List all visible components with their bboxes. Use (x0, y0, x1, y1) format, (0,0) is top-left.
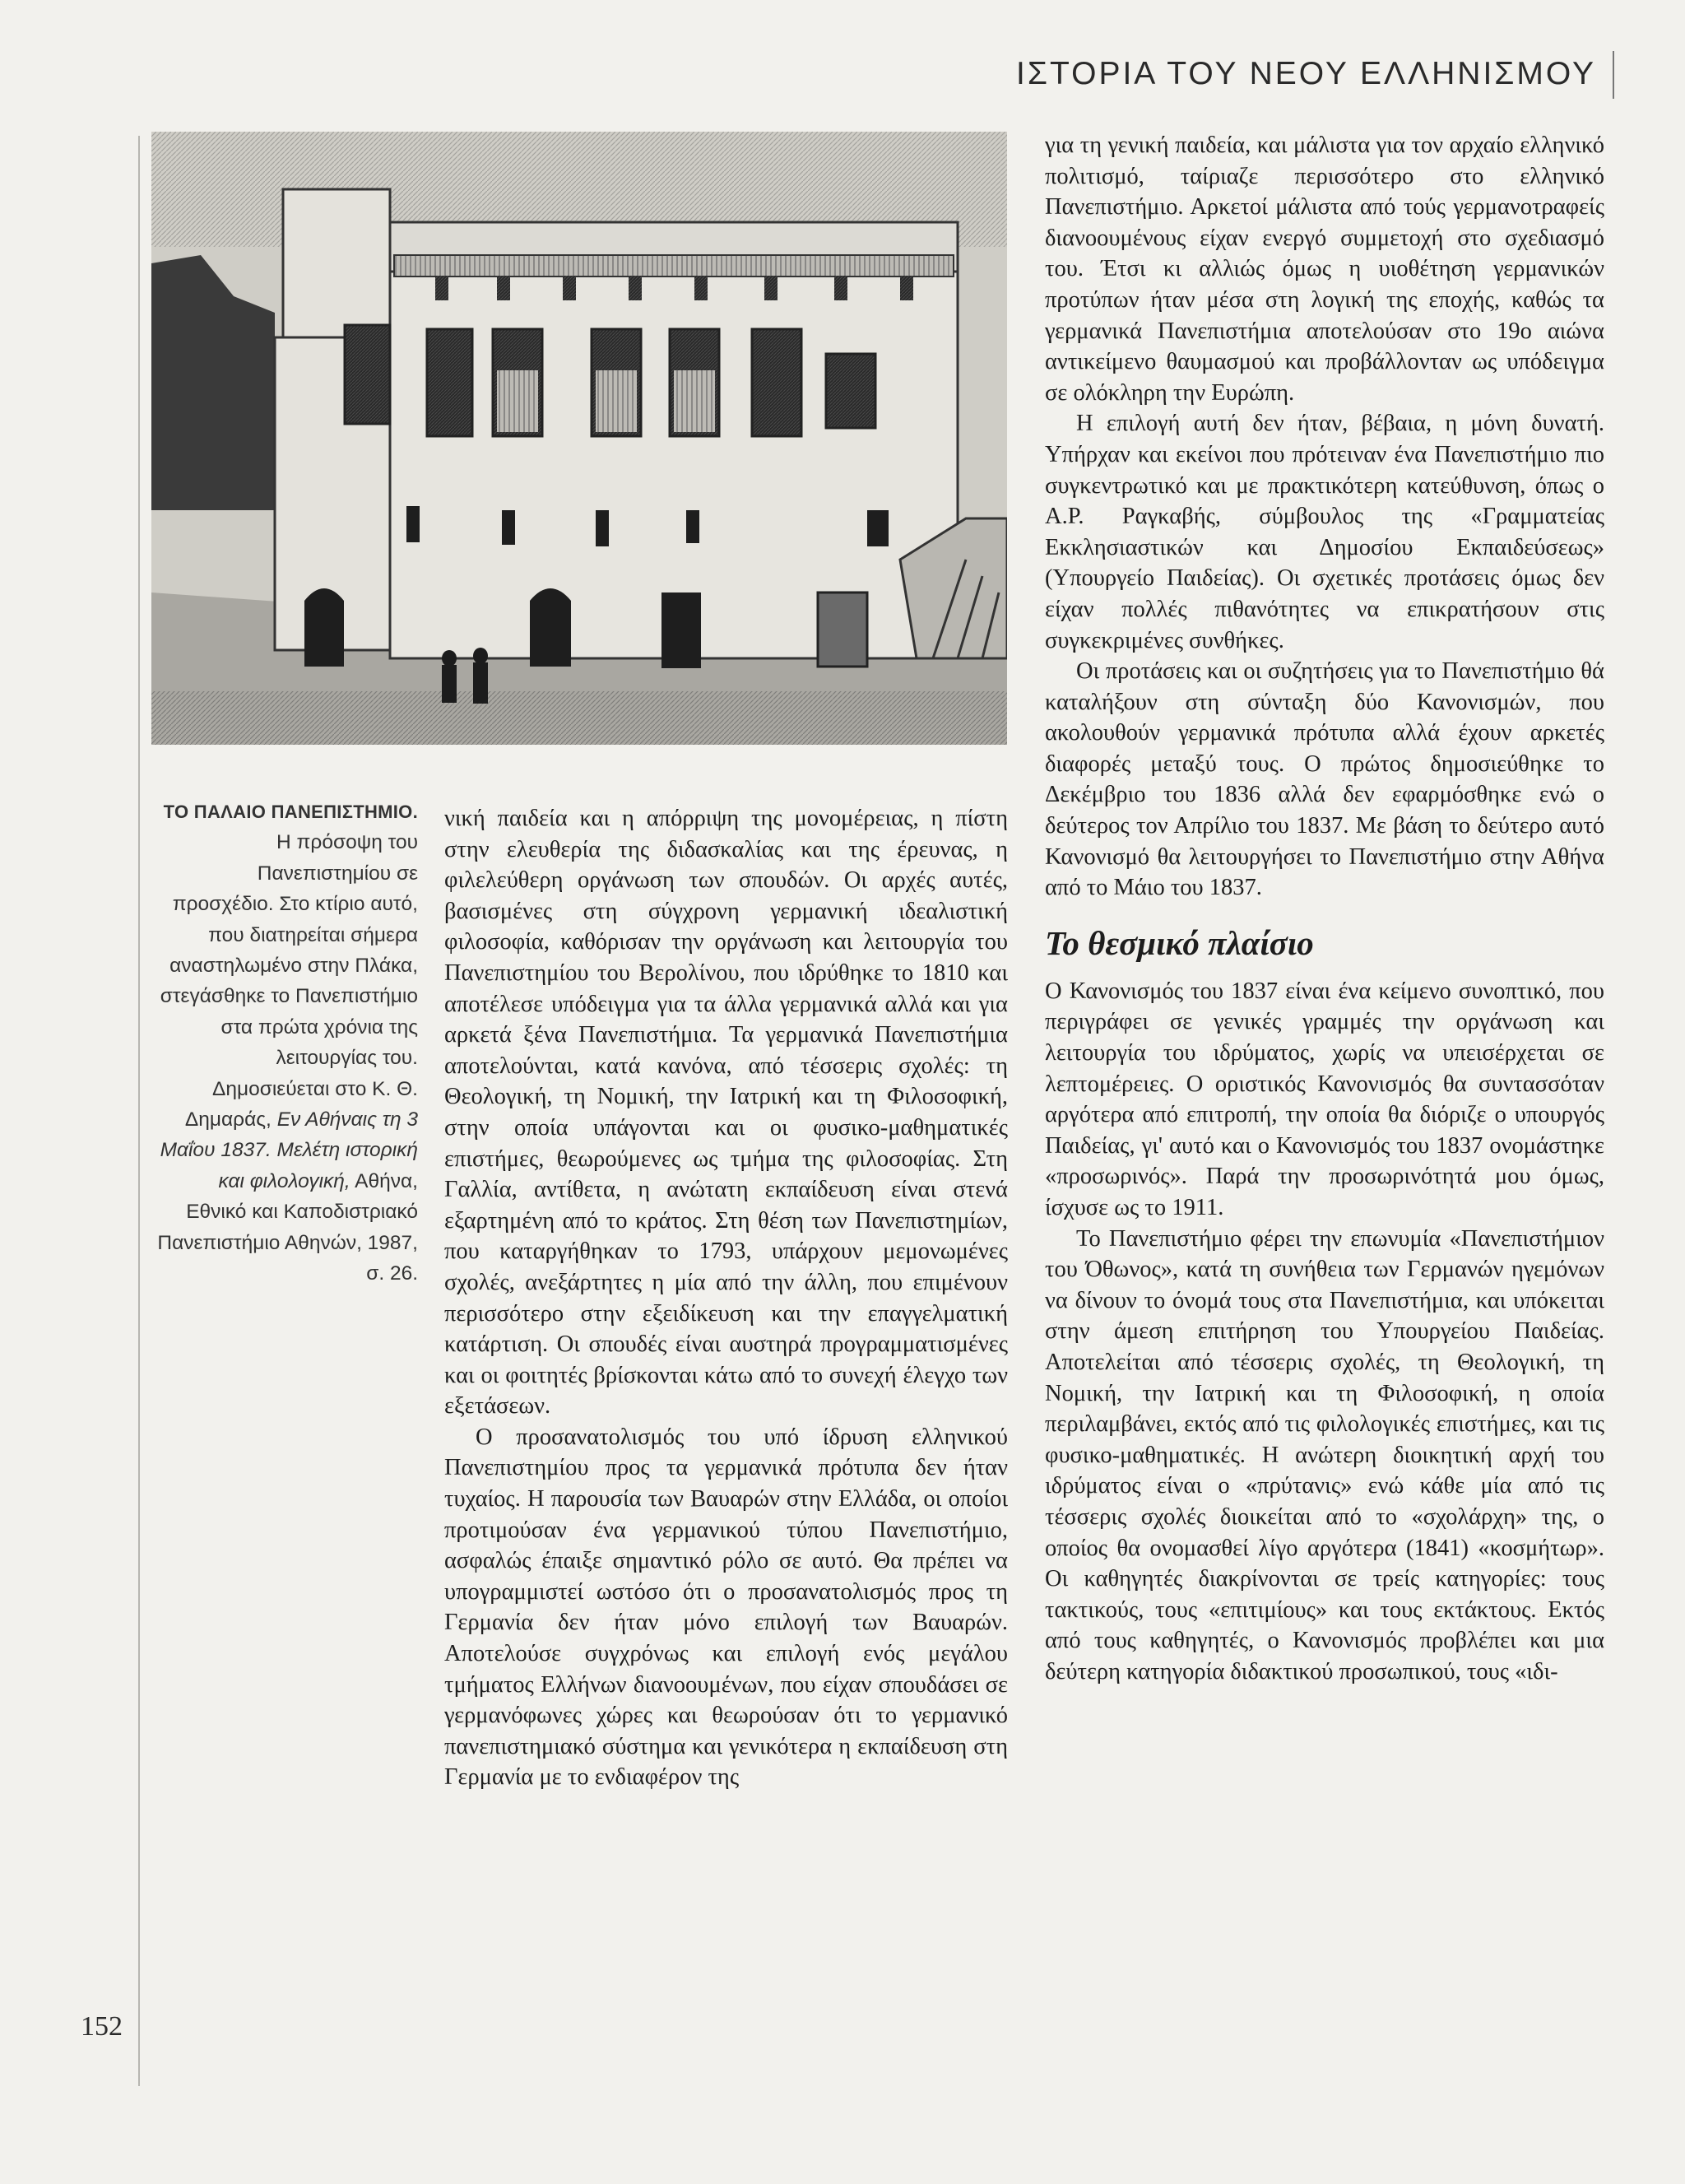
paragraph: Το Πανεπιστήμιο φέρει την επωνυμία «Πανεπιστήμιον του Όθωνος», κατά τη συνήθεια των Γερμανών ηγεμόνων να δίνουν το όνομά τους στα Πανεπιστήμια, και υπόκειται στην άμεση επιτήρηση του Υπουργείου Παιδείας. Αποτελείται από τέσσερις σχολές, τη Θεολογική, τη Νομική, την Ιατρική και τη Φιλοσοφική, η οποία περιλαμβάνει, εκτός από τις φιλολογικές επιστήμες, και τις φυσικο-μαθηματικές. Η ανώτερη διοικητική αρχή του ιδρύματος είναι ο «πρύτανις» ενώ κάθε μία από τις τέσσερις σχολές διοικείται από το «σχολάρχη» της, ο οποίος θα ονομασθεί λίγο αργότερα (1841) «κοσμήτωρ». Οι καθηγητές διακρίνονται σε τρείς κατηγορίες: τους τακτικούς, τους «επιτιμίους» και τους εκτάκτους. Εκτός από τους καθηγητές, ο Κανονισμός προβλέπει και μια δεύτερη κατηγορία διδακτικού προσωπικού, τους «ιδι- (1045, 1225, 1604, 1684)
margin-rule (138, 136, 140, 2086)
section-heading: Το θεσμικό πλαίσιο (1045, 923, 1314, 962)
page-number: 152 (81, 2011, 123, 2042)
paragraph: για τη γενική παιδεία, και μάλιστα για τον αρχαίο ελληνικό πολιτισμό, ταίριαζε περισσότερο στο ελληνικό Πανεπιστήμιο. Αρκετοί μάλιστα από τούς γερμανοτραφείς διανοουμένους είχαν ενεργό συμμετοχή στο σχεδιασμό του. Έτσι κι αλλιώς όμως η υιοθέτηση γερμανικών προτύπων ήταν μέσα στη λογική της εποχής, καθώς τα γερμανικά Πανεπιστήμια αποτελούσαν στο 19ο αιώνα αντικείμενο θαυμασμού και προβάλλονταν ως υπόδειγμα σε ολόκληρη την Ευρώπη. (1045, 132, 1604, 406)
paragraph: Ο Κανονισμός του 1837 είναι ένα κείμενο συνοπτικό, που περιγράφει σε γενικές γραμμές την οργάνωση και λειτουργία του ιδρύματος, χωρίς να υπεισέρχεται σε λεπτομέρειες. Ο οριστικός Κανονισμός θα συντασσόταν αργότερα από επιτροπή, την οποία θα διόριζε ο υπουργός Παιδείας, γι' αυτό και ο Κανονισμός του 1837 ονομάστηκε «προσωρινός». Παρά την προσωρινότητά μου όμως, ίσχυσε ως το 1911. (1045, 978, 1604, 1220)
running-header: ΙΣΤΟΡΙΑ ΤΟΥ ΝΕΟΥ ΕΛΛΗΝΙΣΜΟΥ (1016, 56, 1596, 91)
photo-caption (156, 797, 418, 1289)
header-rule (1613, 51, 1614, 99)
caption-text: Η πρόσοψη του Πανεπιστημίου σε προσχέδιο. Στο κτίριο αυτό, που διατηρείται σήμερα αναστηλωμένο στην Πλάκα, στεγάσθηκε το Πανεπιστήμιο στα πρώτα χρόνια της λειτουργίας του. Δημοσιεύεται στο Κ. Θ. Δημαράς, (160, 831, 418, 1131)
caption-title: ΤΟ ΠΑΛΑΙΟ ΠΑΝΕΠΙΣΤΗΜΙΟ. (163, 802, 418, 822)
middle-column (444, 803, 1008, 1793)
university-building-engraving (151, 132, 1007, 745)
caption-citation: Αθήνα, Εθνικό και Καποδιστριακό Πανεπιστήμιο Αθηνών, 1987, σ. 26. (157, 1169, 418, 1285)
paragraph: Ο προσανατολισμός του υπό ίδρυση ελληνικού Πανεπιστημίου προς τα γερμανικά πρότυπα δεν ήταν τυχαίος. Η παρουσία των Βαυαρών στην Ελλάδα, οι οποίοι προτιμούσαν ένα γερμανικού τύπου Πανεπιστήμιο, ασφαλώς έπαιξε σημαντικό ρόλο σε αυτό. Θα πρέπει να υπογραμμιστεί ωστόσο ότι ο προσανατολισμός προς τη Γερμανία δεν ήταν μόνο επιλογή των Βαυαρών. Αποτελούσε συγχρόνως και επιλογή ενός μεγάλου τμήματος Ελλήνων διανοουμένων, που είχαν σπουδάσει σε γερμανόφωνες χώρες και θεωρούσαν ότι το γερμανικό πανεπιστημιακό σύστημα και γενικότερα η εκπαίδευση στη Γερμανία με το ενδιαφέρον της (444, 1424, 1008, 1791)
paragraph: νική παιδεία και η απόρριψη της μονομέρειας, η πίστη στην ελευθερία της διδασκαλίας και της έρευνας, η φιλελεύθερη οργάνωση των σπουδών. Οι αρχές αυτές, βασισμένες στη σύγχρονη γερμανική ιδεαλιστική φιλοσοφία, καθόρισαν την οργάνωση και λειτουργία του Πανεπιστημίου του Βερολίνου, που ιδρύθηκε το 1810 και αποτέλεσε υπόδειγμα για τα άλλα γερμανικά αλλά και για αρκετά ξένα Πανεπιστήμια. Τα γερμανικά Πανεπιστήμια αποτελούνται, κατά κανόνα, από τέσσερις σχολές: τη Θεολογική, τη Νομική, την Ιατρική και τη Φιλοσοφική, στην οποία υπάγονται και οι φυσικο-μαθηματικές επιστήμες, θεωρούμενες ως τμήμα της φιλοσοφίας. Στη Γαλλία, αντίθετα, η ανώτατη εκπαίδευση είναι στενά εξαρτημένη από το κράτος. Στη θέση των Πανεπιστημίων, που καταργήθηκαν το 1793, υπάρχουν μεμονωμένες σχολές, ανεξάρτητες η μία από την άλλη, που επιμένουν περισσότερο στην εξειδίκευση και την επαγγελματική κατάρτιση. Οι σπουδές είναι αυστηρά προγραμματισμένες και οι φοιτητές βρίσκονται κάτω από το συνεχή έλεγχο των εξετάσεων. (444, 806, 1008, 1420)
paragraph: Η επιλογή αυτή δεν ήταν, βέβαια, η μόνη δυνατή. Υπήρχαν και εκείνοι που πρότειναν ένα Πανεπιστήμιο πιο συγκεντρωτικό και με πρακτικότερη κατεύθυνση, όπως ο Α.Ρ. Ραγκαβής, σύμβουλος της «Γραμματείας Εκκλησιαστικών και Δημοσίου Εκπαιδεύσεως» (Υπουργείο Παιδείας). Οι σχετικές προτάσεις όμως δεν είχαν πολλές πιθανότητες να επικρατήσουν στις συγκεκριμένες συνθήκες. (1045, 411, 1604, 653)
paragraph: Οι προτάσεις και οι συζητήσεις για το Πανεπιστήμιο θά καταλήξουν στη σύνταξη δύο Κανονισμών, που ακολουθούν γερμανικά πρότυπα αλλά έχουν αρκετές διαφορές μεταξύ τους. Ο πρώτος δημοσιεύθηκε το Δεκέμβριο του 1836 αλλά δεν εφαρμόσθηκε ενώ ο δεύτερος τον Απρίλιο του 1837. Με βάση το δεύτερο αυτό Κανονισμό θα λειτουργήσει το Πανεπιστήμιο στην Αθήνα από το Μάιο του 1837. (1045, 658, 1604, 901)
right-column (1045, 130, 1604, 1688)
caption-italic-title: Εν Αθήναις τη 3 Μαΐου 1837. Μελέτη ιστορική και φιλολογική, (160, 1108, 418, 1192)
